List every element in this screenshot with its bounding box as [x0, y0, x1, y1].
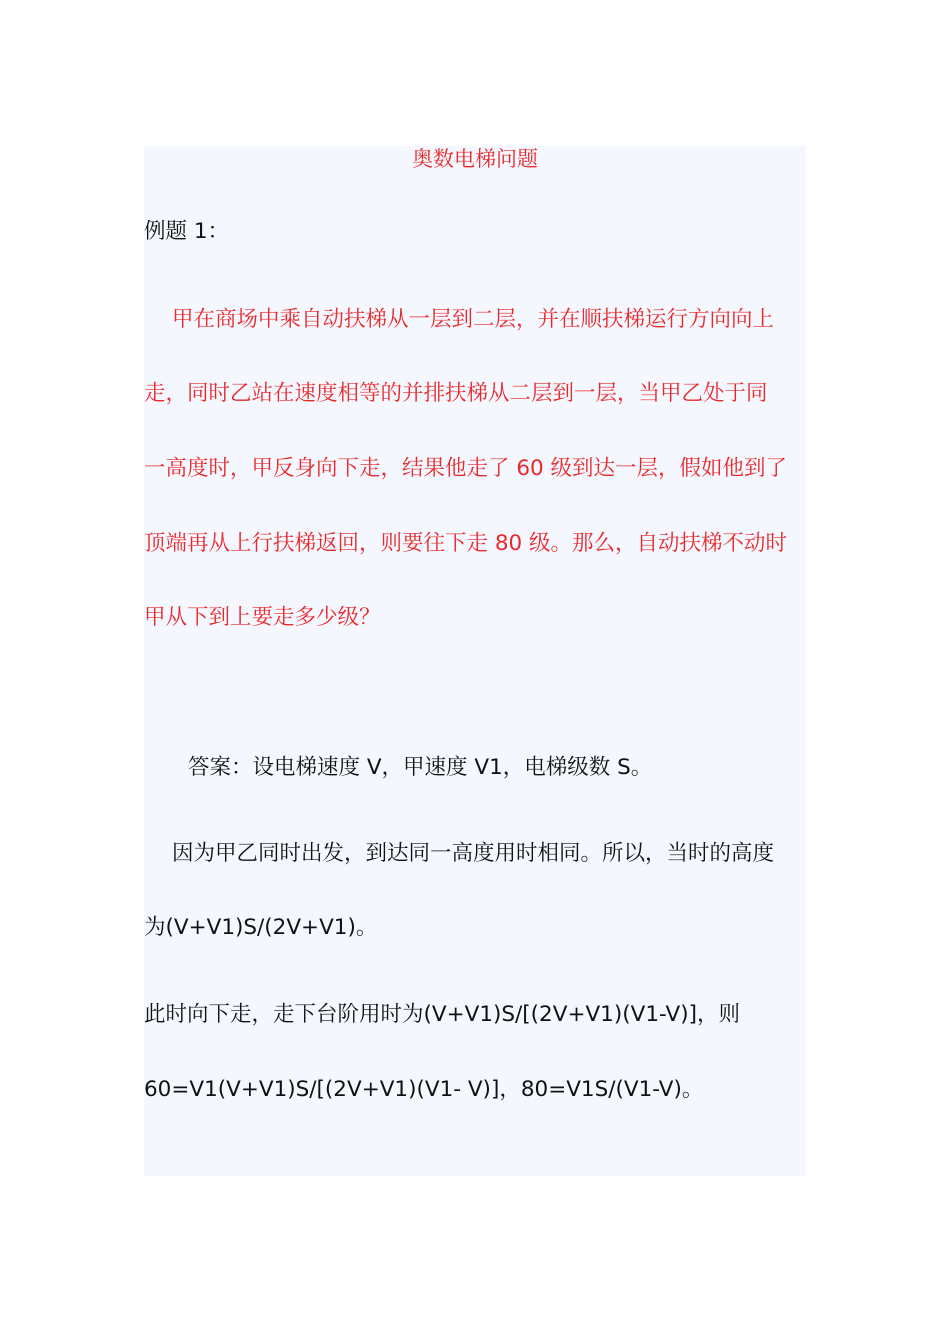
document-title: 奥数电梯问题: [412, 147, 538, 171]
answer-line-5: 60=V1(V+V1)S/[(2V+V1)(V1- V)]，80=V1S/(V1-V)。: [144, 1077, 704, 1102]
problem-line-3: 一高度时，甲反身向下走，结果他走了 60 级到达一层，假如他到了: [144, 456, 788, 481]
answer-line-2: 因为甲乙同时出发，到达同一高度用时相同。所以，当时的高度: [172, 841, 775, 866]
problem-line-1: 甲在商场中乘自动扶梯从一层到二层，并在顺扶梯运行方向向上: [172, 307, 775, 332]
answer-line-3: 为(V+V1)S/(2V+V1)。: [144, 915, 378, 940]
problem-line-5: 甲从下到上要走多少级？: [144, 605, 381, 630]
problem-line-2: 走，同时乙站在速度相等的并排扶梯从二层到一层，当甲乙处于同: [144, 381, 768, 406]
example-heading: 例题 1：: [144, 219, 230, 244]
answer-line-4: 此时向下走，走下台阶用时为(V+V1)S/[(2V+V1)(V1-V)]，则: [144, 1002, 740, 1027]
answer-line-1: 答案：设电梯速度 V，甲速度 V1，电梯级数 S。: [188, 755, 653, 780]
problem-line-4: 顶端再从上行扶梯返回，则要往下走 80 级。那么，自动扶梯不动时: [144, 531, 788, 556]
